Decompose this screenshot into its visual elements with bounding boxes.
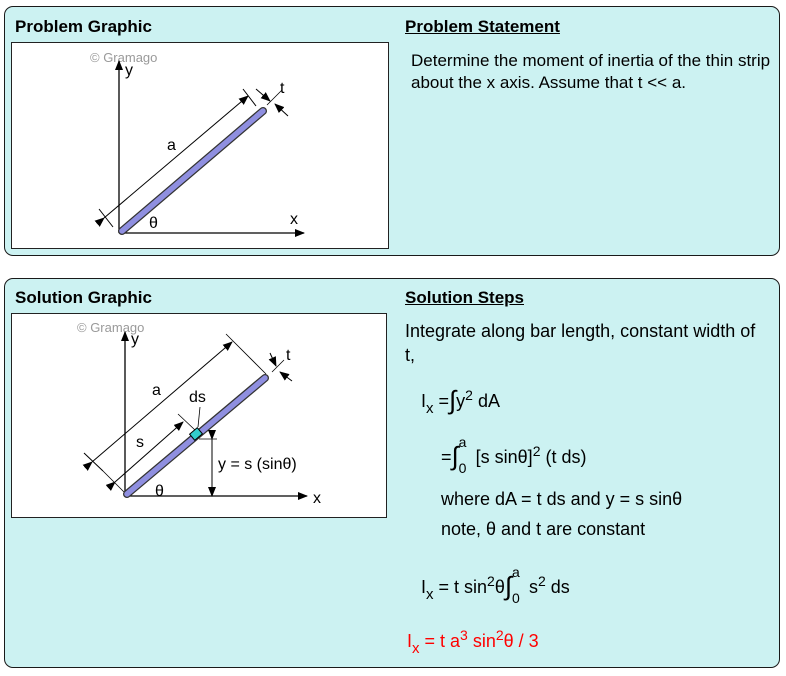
eq3-upper-limit: a xyxy=(511,564,520,581)
eq1-lhs-sub: x xyxy=(426,400,434,417)
problem-graphic-heading: Problem Graphic xyxy=(15,17,152,36)
thickness-t-label: t xyxy=(280,80,285,97)
eq3-integral: ∫ xyxy=(504,571,512,601)
dimension-a xyxy=(104,96,248,218)
dimension-a xyxy=(92,342,232,462)
eq1-equals: = xyxy=(438,391,450,411)
solution-panel xyxy=(4,278,780,668)
equation-2 xyxy=(441,434,587,477)
result-mid: sin xyxy=(467,631,496,651)
dimension-a-label: a xyxy=(167,137,176,154)
result-lhs: I xyxy=(407,631,413,651)
note-line-1: where dA = t ds and y = s sinθ xyxy=(441,489,683,509)
result-equals: = t a xyxy=(419,631,461,651)
eq2-lower-limit: 0 xyxy=(458,460,467,477)
dimension-s-label: s xyxy=(136,434,144,451)
eq3-lhs: I xyxy=(421,577,427,597)
eq2-tail: (t ds) xyxy=(540,447,587,467)
eq2-bracket-sup: 2 xyxy=(532,443,541,459)
angle-theta-label: θ xyxy=(149,215,158,232)
eq3-lhs-sub: x xyxy=(426,586,434,603)
result-sup-1: 3 xyxy=(460,627,468,643)
solution-intro-text: Integrate along bar length, constant width of t, xyxy=(405,321,756,365)
eq2-equals: = xyxy=(441,447,452,467)
solution-steps-heading: Solution Steps xyxy=(405,288,524,307)
height-label: y = s (sinθ) xyxy=(218,456,297,473)
solution-copyright: © Gramago xyxy=(77,320,145,335)
result-lhs-sub: x xyxy=(412,640,420,657)
eq2-bracket: [s sinθ] xyxy=(475,447,533,467)
dimension-a-label: a xyxy=(152,382,161,399)
angle-theta-label: θ xyxy=(155,483,164,500)
y-axis-label: y xyxy=(131,331,139,348)
eq1-tail: dA xyxy=(472,391,500,411)
eq1-body: y xyxy=(456,391,466,411)
thin-strip xyxy=(122,111,263,231)
x-axis-label: x xyxy=(313,490,321,507)
note-line-2: note, θ and t are constant xyxy=(441,519,646,539)
problem-copyright: © Gramago xyxy=(90,50,158,65)
equation-1 xyxy=(421,383,500,417)
result-tail: θ / 3 xyxy=(503,631,539,651)
solution-graphic-heading: Solution Graphic xyxy=(15,288,152,307)
eq3-lower-limit: 0 xyxy=(511,590,520,607)
ds-label: ds xyxy=(189,389,206,406)
final-result xyxy=(407,627,539,657)
eq3-body: s xyxy=(523,577,538,597)
x-axis-label: x xyxy=(290,211,298,228)
y-axis-label: y xyxy=(125,62,133,79)
problem-statement-text: Determine the moment of inertia of the thin strip about the x axis. Assume that t << a. xyxy=(411,51,771,92)
eq3-sup: 2 xyxy=(487,573,495,589)
eq3-body-sup: 2 xyxy=(538,573,546,589)
eq3-tail: ds xyxy=(545,577,570,597)
eq3-theta: θ xyxy=(494,577,505,597)
eq1-body-sup: 2 xyxy=(465,387,473,403)
eq2-upper-limit: a xyxy=(458,434,467,451)
eq1-lhs: I xyxy=(421,391,427,411)
equation-3 xyxy=(421,564,570,607)
thickness-t-label: t xyxy=(286,347,291,364)
problem-figure xyxy=(11,42,389,249)
eq3-equals: = t sin xyxy=(433,577,488,597)
eq1-integral: ∫ xyxy=(449,385,457,415)
solution-figure xyxy=(11,313,387,518)
eq2-integral: ∫ xyxy=(451,441,459,471)
problem-panel xyxy=(4,6,780,256)
result-sup-2: 2 xyxy=(495,627,504,643)
problem-statement-heading: Problem Statement xyxy=(405,17,560,36)
